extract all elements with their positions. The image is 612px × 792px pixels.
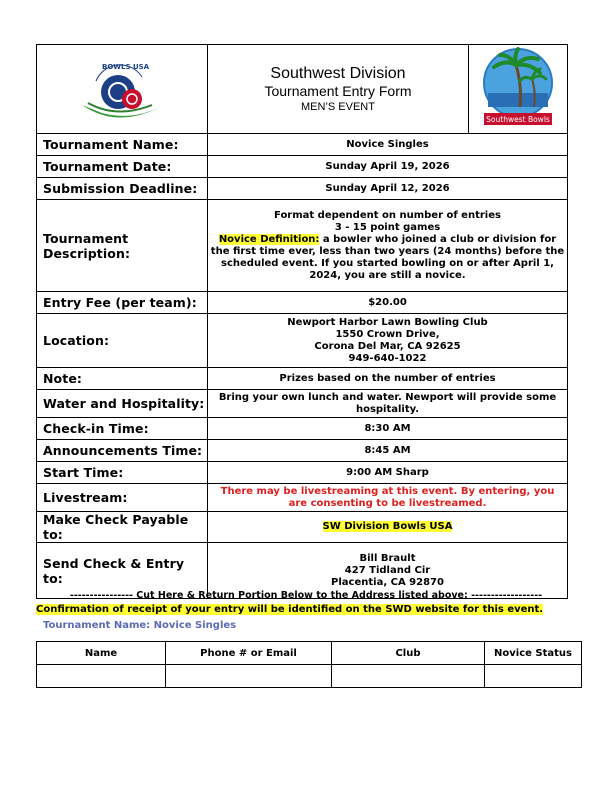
return-tournament-name bbox=[43, 620, 236, 631]
tournament-name-label: Tournament Name: bbox=[37, 134, 208, 156]
submission-deadline-value: Sunday April 12, 2026 bbox=[208, 178, 568, 200]
form-subtitle: Tournament Entry Form bbox=[264, 82, 412, 99]
form-title-block bbox=[208, 45, 469, 134]
announcements-time-value: 8:45 AM bbox=[208, 440, 568, 462]
row-location bbox=[37, 314, 568, 368]
entry-return-table bbox=[36, 641, 582, 688]
send-check-label: Send Check & Entry to: bbox=[37, 543, 208, 599]
livestream-value: There may be livestreaming at this event. By entering, you are consenting to be livestreamed. bbox=[208, 484, 568, 512]
row-livestream bbox=[37, 484, 568, 512]
header-row bbox=[37, 45, 568, 134]
row-tournament-date bbox=[37, 156, 568, 178]
description-label-line1: Tournament bbox=[43, 230, 129, 246]
novice-definition-text: a bowler who joined a club or division for the first time ever, less than two years (24 months) before the scheduled event. If you started bowling on or after April 1, 2024, you are still a novice. bbox=[210, 233, 565, 281]
row-tournament-name bbox=[37, 134, 568, 156]
col-novice-status-header: Novice Status bbox=[485, 642, 582, 665]
send-name: Bill Brault bbox=[359, 552, 416, 564]
svg-text:BOWLS USA: BOWLS USA bbox=[102, 63, 150, 71]
cut-line: ---------------- Cut Here & Return Portion Below to the Address listed above: ------------------ bbox=[69, 590, 543, 601]
row-note bbox=[37, 368, 568, 390]
bowls-usa-logo-icon bbox=[72, 47, 172, 127]
note-label: Note: bbox=[37, 368, 208, 390]
livestream-label: Livestream: bbox=[37, 484, 208, 512]
svg-text:Southwest Bowls: Southwest Bowls bbox=[486, 115, 550, 124]
palm-tree-logo-icon bbox=[476, 45, 560, 129]
tournament-name-value: Novice Singles bbox=[208, 134, 568, 156]
check-payable-label: Make Check Payable to: bbox=[37, 512, 208, 543]
novice-definition-label: Novice Definition: bbox=[218, 233, 320, 245]
checkin-time-value: 8:30 AM bbox=[208, 418, 568, 440]
location-label: Location: bbox=[37, 314, 208, 368]
bowls-usa-logo bbox=[37, 45, 208, 134]
description-label-line2: Description: bbox=[43, 245, 131, 261]
announcements-time-label: Announcements Time: bbox=[37, 440, 208, 462]
start-time-label: Start Time: bbox=[37, 462, 208, 484]
club-city: Corona Del Mar, CA 92625 bbox=[314, 340, 461, 352]
row-start-time bbox=[37, 462, 568, 484]
tournament-info-table bbox=[36, 44, 568, 599]
return-tournament-label: Tournament Name: bbox=[43, 620, 151, 631]
note-value: Prizes based on the number of entries bbox=[208, 368, 568, 390]
send-street: 427 Tidland Cir bbox=[344, 564, 431, 576]
row-checkin-time bbox=[37, 418, 568, 440]
check-payable-value bbox=[208, 512, 568, 543]
row-announcements-time bbox=[37, 440, 568, 462]
entry-table-header bbox=[37, 642, 582, 665]
col-contact-header: Phone # or Email bbox=[166, 642, 332, 665]
southwest-bowls-logo bbox=[469, 45, 568, 134]
water-hospitality-label: Water and Hospitality: bbox=[37, 390, 208, 418]
checkin-time-label: Check-in Time: bbox=[37, 418, 208, 440]
entry-name-field[interactable] bbox=[37, 665, 166, 688]
entry-fee-label: Entry Fee (per team): bbox=[37, 292, 208, 314]
tournament-description-label bbox=[37, 200, 208, 292]
row-submission-deadline bbox=[37, 178, 568, 200]
send-city: Placentia, CA 92870 bbox=[331, 576, 444, 588]
entry-contact-field[interactable] bbox=[166, 665, 332, 688]
row-check-payable bbox=[37, 512, 568, 543]
club-street: 1550 Crown Drive, bbox=[335, 328, 440, 340]
entry-table-row bbox=[37, 665, 582, 688]
row-water-hospitality bbox=[37, 390, 568, 418]
water-hospitality-value: Bring your own lunch and water. Newport will provide some hospitality. bbox=[208, 390, 568, 418]
games-text: 3 - 15 point games bbox=[334, 221, 441, 233]
confirmation-note: Confirmation of receipt of your entry will be identified on the SWD website for this event. bbox=[36, 604, 544, 615]
format-text: Format dependent on number of entries bbox=[274, 209, 501, 221]
col-name-header: Name bbox=[37, 642, 166, 665]
submission-deadline-label: Submission Deadline: bbox=[37, 178, 208, 200]
location-value bbox=[208, 314, 568, 368]
club-phone: 949-640-1022 bbox=[348, 352, 427, 364]
start-time-value: 9:00 AM Sharp bbox=[208, 462, 568, 484]
return-tournament-value: Novice Singles bbox=[153, 620, 237, 631]
entry-fee-value: $20.00 bbox=[208, 292, 568, 314]
division-title: Southwest Division bbox=[270, 64, 406, 82]
row-tournament-description bbox=[37, 200, 568, 292]
check-payable-highlight: SW Division Bowls USA bbox=[322, 521, 453, 532]
tournament-date-label: Tournament Date: bbox=[37, 156, 208, 178]
entry-novice-status-field[interactable] bbox=[485, 665, 582, 688]
tournament-description-value bbox=[208, 200, 568, 292]
tournament-date-value: Sunday April 19, 2026 bbox=[208, 156, 568, 178]
novice-definition bbox=[208, 234, 567, 282]
entry-club-field[interactable] bbox=[332, 665, 485, 688]
event-type: MEN’S EVENT bbox=[301, 100, 375, 113]
club-name: Newport Harbor Lawn Bowling Club bbox=[287, 316, 488, 328]
row-entry-fee bbox=[37, 292, 568, 314]
col-club-header: Club bbox=[332, 642, 485, 665]
